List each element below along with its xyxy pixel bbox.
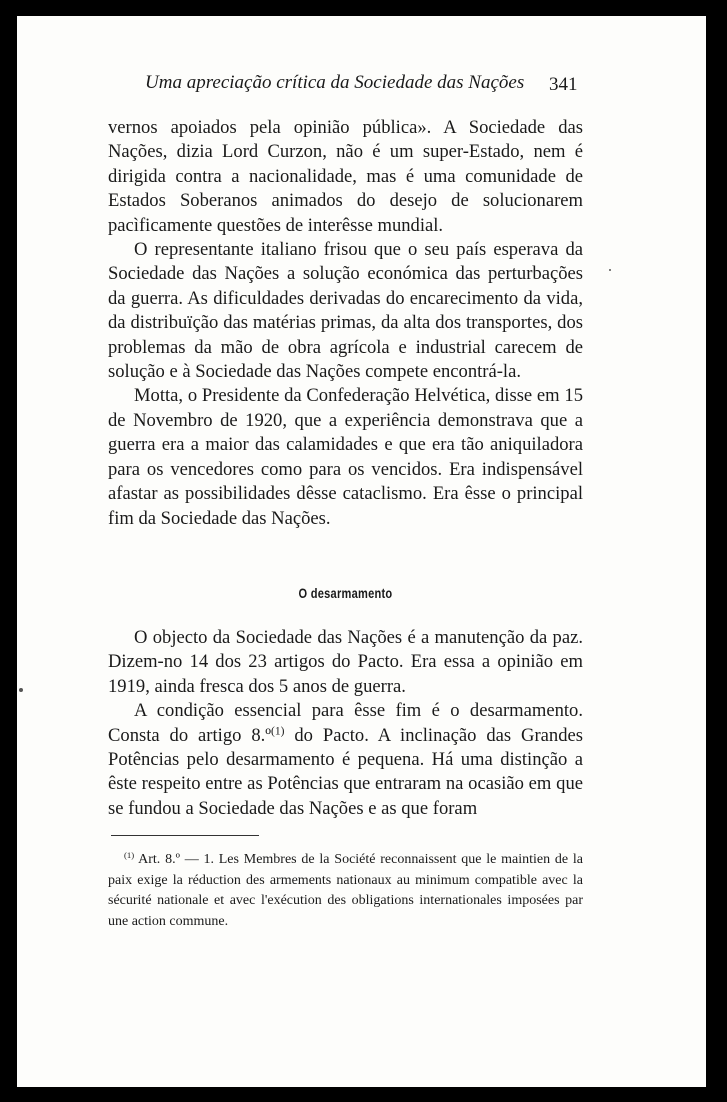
footnote-text: Art. 8.º — 1. Les Membres de la Société reconnaissent que le maintien de la paix exige la réduction des armements nationaux au minimum compatible avec la sécurité nationale et avec l'exécution des obligations internationales imposées par une action commune. — [108, 852, 583, 929]
paragraph-5-end: do Pacto. A inclinação das Grandes Potências pelo desarmamento é pequena. Há uma distinção a êste respeito entre as Potências que entraram na ocasião em que se fundou a Sociedade das Nações e as que foram — [108, 724, 583, 819]
footnote-reference: (1) — [271, 725, 285, 738]
scan-speck — [609, 269, 611, 271]
book-page — [17, 16, 706, 1087]
paragraph-4: O objecto da Sociedade das Nações é a manutenção da paz. Dizem-no 14 dos 23 artigos do Pacto. Era essa a opinião em 1919, ainda fresca dos 5 anos de guerra. — [108, 627, 583, 697]
running-head: Uma apreciação crítica da Sociedade das Nações — [145, 72, 525, 93]
paragraph-1: vernos apoiados pela opinião pública». A Sociedade das Nações, dizia Lord Curzon, não é um super-Estado, nem é dirigida contra a nacionalidade, mas é uma comunidade de Estados Soberanos animados do desejo de solucionarem pacìficamente questões de interêsse mundial. — [108, 117, 583, 236]
footnote-marker: (1) — [124, 850, 135, 861]
body-text-bottom — [108, 626, 583, 821]
body-text-top — [108, 116, 583, 531]
section-heading: O desarmamento — [298, 586, 393, 601]
footnote — [108, 850, 583, 932]
paragraph-5 — [108, 699, 583, 821]
footnote-divider — [111, 835, 259, 836]
paragraph-2: O representante italiano frisou que o seu país esperava da Sociedade das Nações a solução económica das perturbações da guerra. As dificuldades derivadas do encarecimento da vida, da distribuïção das matérias primas, da alta dos transportes, dos problemas da mão de obra agrícola e industrial carecem de solução e à Sociedade das Nações compete encontrá-la. — [108, 239, 583, 383]
paragraph-3: Motta, o Presidente da Confederação Helvética, disse em 15 de Novembro de 1920, que a experiência demonstrava que a guerra era a maior das calamidades e que era tão aniquiladora para os vencedores como para os vencidos. Era indispensável afastar as possibilidades dêsse cataclismo. Era êsse o principal fim da Sociedade das Nações. — [108, 385, 583, 529]
scan-speck — [19, 688, 23, 692]
paragraph-5-start: A condição essencial para êsse fim é o desarmamento. Consta do artigo 8.º — [108, 700, 583, 746]
page-number: 341 — [549, 74, 578, 95]
